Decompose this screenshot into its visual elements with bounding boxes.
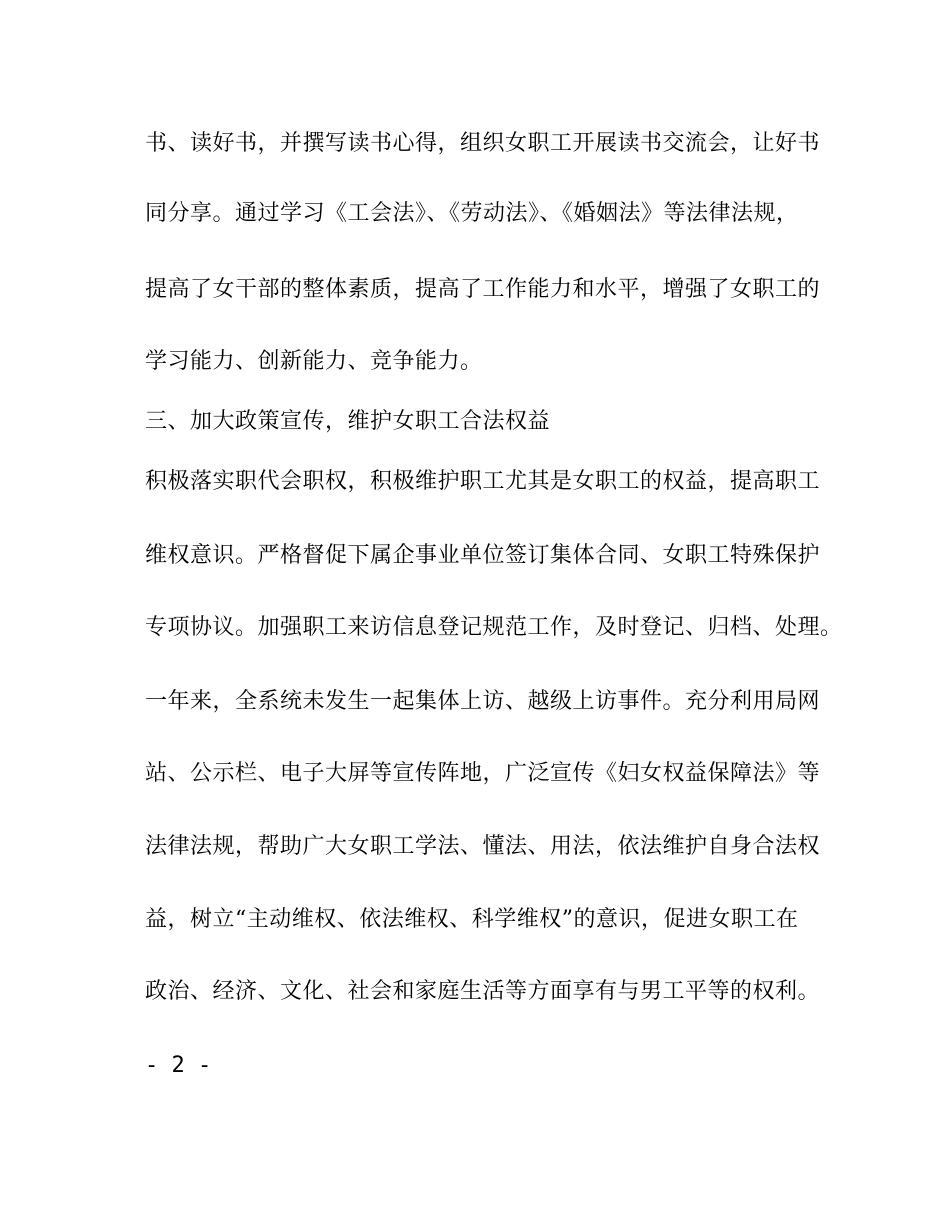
paragraph-line-3: 提高了女干部的整体素质，提高了工作能力和水平，增强了女职工的 <box>145 277 821 302</box>
paragraph-line-8: 一年来，全系统未发生一起集体上访、越级上访事件。充分利用局网 <box>145 689 821 714</box>
paragraph-line-10: 法律法规，帮助广大女职工学法、懂法、用法，依法维护自身合法权 <box>145 834 821 859</box>
paragraph-line-12: 政治、经济、文化、社会和家庭生活等方面享有与男工平等的权利。 <box>145 979 821 1004</box>
paragraph-line-2: 同分享。通过学习《工会法》、《劳动法》、《婚姻法》等法律法规， <box>145 201 799 226</box>
paragraph-line-7: 专项协议。加强职工来访信息登记规范工作，及时登记、归档、处理。 <box>145 615 843 640</box>
paragraph-line-11: 益，树立“主动维权、依法维权、科学维权”的意识，促进女职工在 <box>145 907 799 932</box>
section-heading: 三、加大政策宣传，维护女职工合法权益 <box>145 409 551 434</box>
page-number: - 2 - <box>145 1053 212 1078</box>
paragraph-line-1: 书、读好书，并撰写读书心得，组织女职工开展读书交流会，让好书 <box>145 131 821 156</box>
paragraph-line-4: 学习能力、创新能力、竞争能力。 <box>145 349 483 374</box>
paragraph-line-9: 站、公示栏、电子大屏等宣传阵地，广泛宣传《妇女权益保障法》等 <box>145 761 821 786</box>
paragraph-line-5: 积极落实职代会职权，积极维护职工尤其是女职工的权益，提高职工 <box>145 469 821 494</box>
paragraph-line-6: 维权意识。严格督促下属企事业单位签订集体合同、女职工特殊保护 <box>145 543 821 568</box>
